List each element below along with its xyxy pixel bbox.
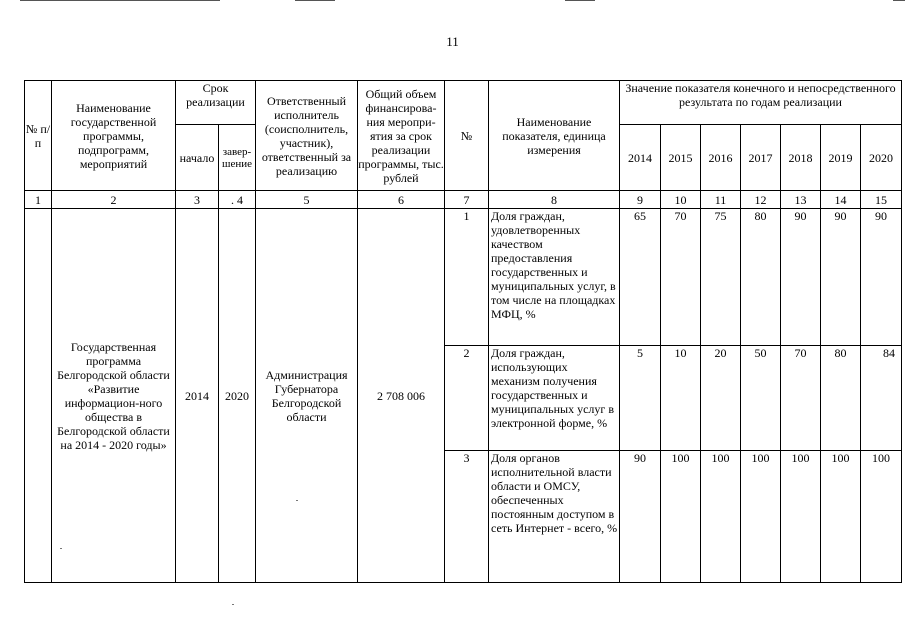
column-number: 1 <box>25 191 52 209</box>
column-number: 5 <box>256 191 358 209</box>
program-start-year: 2014 <box>176 209 219 583</box>
header-year: 2015 <box>661 125 701 191</box>
scan-speck <box>296 500 298 501</box>
indicator-value: 100 <box>741 451 781 583</box>
scan-speck <box>232 604 234 605</box>
column-number-row <box>25 191 902 209</box>
column-number: 11 <box>701 191 741 209</box>
column-number: 6 <box>358 191 445 209</box>
column-number: 8 <box>489 191 620 209</box>
header-funding: Общий объем финансирова-ния меропри-ятия за срок реализации программы, тыс. рублей <box>358 81 445 191</box>
header-year: 2017 <box>741 125 781 191</box>
scan-edge-line <box>893 0 905 1</box>
column-number: . 4 <box>219 191 256 209</box>
indicator-value: 84 <box>861 346 902 451</box>
program-indicators-table <box>24 80 902 583</box>
column-number: 3 <box>176 191 219 209</box>
header-values-group: Значение показателя конечного и непосредственного результата по годам реализации <box>620 81 902 125</box>
scan-edge-line <box>295 0 335 1</box>
indicator-num: 2 <box>445 346 489 451</box>
indicator-name: Доля граждан, удовлетворенных качеством предоставления государственных и муниципальных услуг, в том числе на площадках МФЦ, % <box>489 209 620 346</box>
indicator-value: 10 <box>661 346 701 451</box>
indicator-value: 80 <box>821 346 861 451</box>
indicator-name: Доля органов исполнительной власти области и ОМСУ, обеспеченных постоянным доступом в сеть Интернет - всего, % <box>489 451 620 583</box>
indicator-value: 75 <box>701 209 741 346</box>
program-executor: Администрация Губернатора Белгородской области <box>256 209 358 583</box>
header-term: Срок реализации <box>176 81 256 125</box>
indicator-value: 100 <box>821 451 861 583</box>
indicator-value: 70 <box>781 346 821 451</box>
header-year: 2018 <box>781 125 821 191</box>
header-row <box>25 81 902 125</box>
indicator-value: 50 <box>741 346 781 451</box>
header-year: 2016 <box>701 125 741 191</box>
indicator-value: 90 <box>781 209 821 346</box>
indicator-value: 90 <box>821 209 861 346</box>
header-year: 2014 <box>620 125 661 191</box>
header-executor: Ответственный исполнитель (соисполнитель, участник), ответственный за реализацию <box>256 81 358 191</box>
indicator-value: 100 <box>781 451 821 583</box>
program-num <box>25 209 52 583</box>
indicator-value: 100 <box>661 451 701 583</box>
column-number: 2 <box>52 191 176 209</box>
indicator-value: 100 <box>861 451 902 583</box>
header-program-name: Наименование государственной программы, подпрограмм, мероприятий <box>52 81 176 191</box>
page-number: 11 <box>446 34 459 49</box>
column-number: 7 <box>445 191 489 209</box>
indicator-value: 5 <box>620 346 661 451</box>
indicator-value: 70 <box>661 209 701 346</box>
scan-edge-line <box>565 0 595 1</box>
column-number: 10 <box>661 191 701 209</box>
indicator-value: 90 <box>620 451 661 583</box>
program-name: Государственная программа Белгородской области «Развитие информацион-ного общества в Белгородской области на 2014 - 2020 годы» <box>52 209 176 583</box>
indicator-num: 1 <box>445 209 489 346</box>
header-year: 2019 <box>821 125 861 191</box>
header-indicator-name: Наименование показателя, единица измерения <box>489 81 620 191</box>
table-row <box>25 209 902 346</box>
column-number: 15 <box>861 191 902 209</box>
column-number: 14 <box>821 191 861 209</box>
indicator-num: 3 <box>445 451 489 583</box>
column-number: 9 <box>620 191 661 209</box>
indicator-value: 20 <box>701 346 741 451</box>
program-funding: 2 708 006 <box>358 209 445 583</box>
scan-speck <box>60 548 62 549</box>
header-num: № п/п <box>25 81 52 191</box>
column-number: 13 <box>781 191 821 209</box>
indicator-value: 90 <box>861 209 902 346</box>
indicator-name: Доля граждан, использующих механизм получения государственных и муниципальных услуг в электронной форме, % <box>489 346 620 451</box>
header-indicator-num: № <box>445 81 489 191</box>
header-term-start: начало <box>176 125 219 191</box>
indicator-value: 80 <box>741 209 781 346</box>
scan-edge-line <box>20 0 220 1</box>
indicator-value: 65 <box>620 209 661 346</box>
indicator-value: 100 <box>701 451 741 583</box>
column-number: 12 <box>741 191 781 209</box>
header-term-end: завер-шение <box>219 125 256 191</box>
header-year: 2020 <box>861 125 902 191</box>
program-end-year: 2020 <box>219 209 256 583</box>
